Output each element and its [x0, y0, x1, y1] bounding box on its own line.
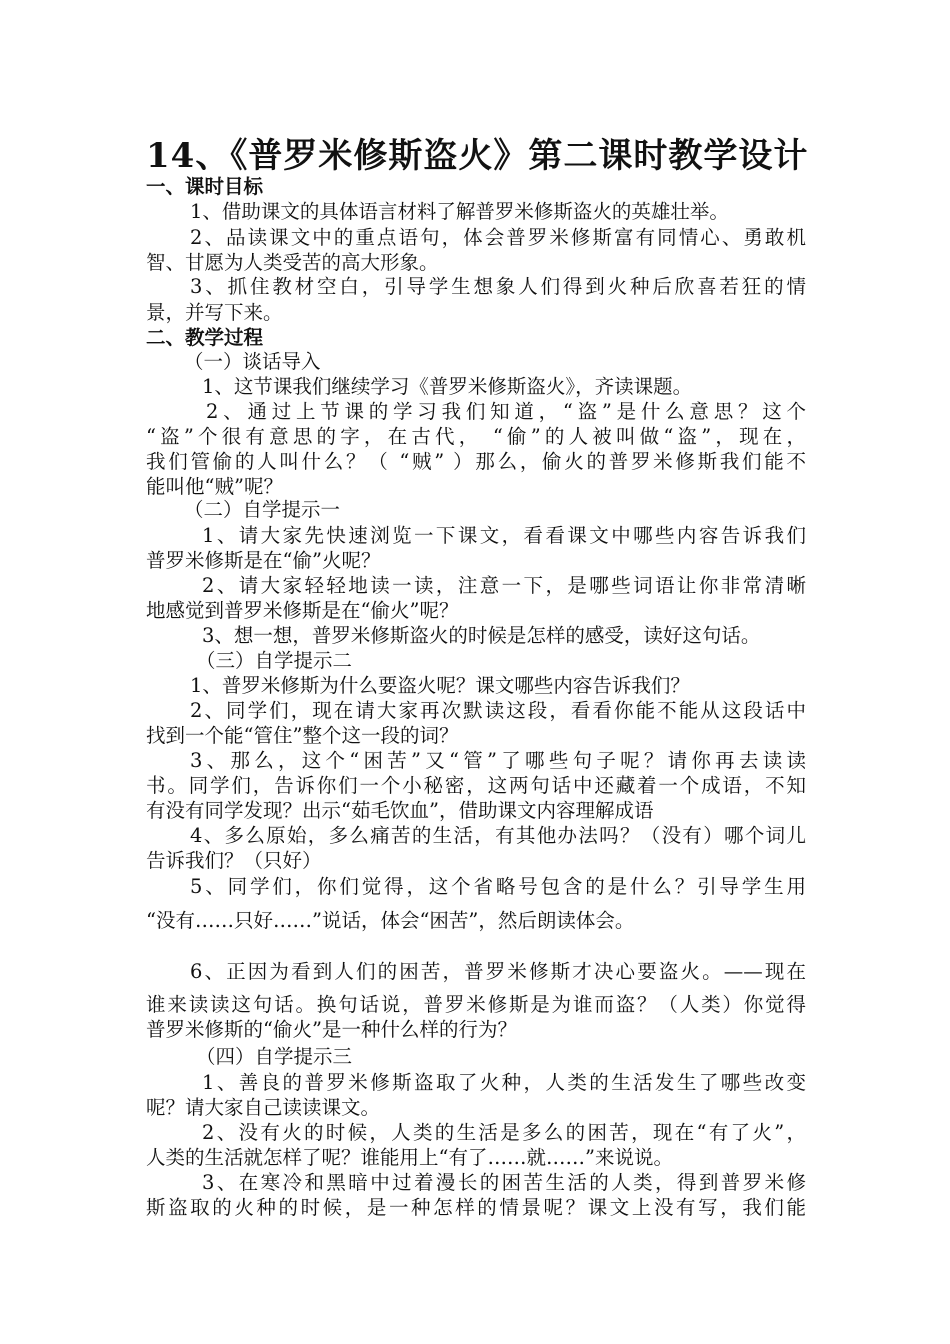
- step-4-1-line-2: 呢？请大家自己读读课文。: [146, 1096, 381, 1119]
- step-3-4-line-1: 4、多么原始，多么痛苦的生活，有其他办法吗？（没有）哪个词儿: [190, 824, 806, 847]
- step-3-4-line-2: 告诉我们？（只好）: [146, 849, 322, 872]
- goal-1: 1、借助课文的具体语言材料了解普罗米修斯盗火的英雄壮举。: [190, 200, 729, 223]
- step-3-3-line-3: 有没有同学发现？出示“茹毛饮血”，借助课文内容理解成语: [146, 799, 654, 822]
- step-2-2-line-1: 2、请大家轻轻地读一读，注意一下，是哪些词语让你非常清晰: [202, 574, 806, 597]
- step-3-3-line-2: 书。同学们，告诉你们一个小秘密，这两句话中还藏着一个成语，不知: [146, 774, 806, 797]
- section-heading-process: 二、教学过程: [146, 326, 264, 349]
- step-3-6-line-3: 普罗米修斯的“偷火”是一种什么样的行为？: [146, 1018, 517, 1041]
- step-4-2-line-2: 人类的生活就怎样了呢？谁能用上“有了……就……”来说说。: [146, 1146, 673, 1169]
- step-2-3: 3、想一想，普罗米修斯盗火的时候是怎样的感受，读好这句话。: [202, 624, 761, 647]
- step-3-3-line-1: 3、那么，这个“困苦”又“管”了哪些句子呢？请你再去读读: [190, 749, 806, 772]
- step-3-6-line-1: 6、正因为看到人们的困苦，普罗米修斯才决心要盗火。——现在: [190, 960, 806, 983]
- step-3-2-line-1: 2、同学们，现在请大家再次默读这段，看看你能不能从这段话中: [190, 699, 806, 722]
- step-2-1-line-2: 普罗米修斯是在“偷”火呢？: [146, 549, 381, 572]
- step-2-1-line-1: 1、请大家先快速浏览一下课文，看看课文中哪些内容告诉我们: [202, 524, 806, 547]
- step-1-2-line-2: “盗”个很有意思的字，在古代， “偷”的人被叫做“盗”，现在，: [146, 425, 806, 448]
- goal-3-line-1: 3、抓住教材空白，引导学生想象人们得到火种后欣喜若狂的情: [190, 275, 806, 298]
- subheading-1: （一）谈话导入: [184, 350, 321, 373]
- subheading-3: （三）自学提示二: [196, 649, 353, 672]
- step-1-2-line-3: 我们管偷的人叫什么？（ “贼” ）那么，偷火的普罗米修斯我们能不: [146, 450, 806, 473]
- step-4-3-line-2: 斯盗取的火种的时候，是一种怎样的情景呢？课文上没有写，我们能: [146, 1196, 806, 1219]
- section-heading-goals: 一、课时目标: [146, 175, 264, 198]
- step-3-2-line-2: 找到一个能“管住”整个这一段的词？: [146, 724, 459, 747]
- step-4-2-line-1: 2、没有火的时候，人类的生活是多么的困苦，现在“有了火”，: [202, 1121, 806, 1144]
- step-2-2-line-2: 地感觉到普罗米修斯是在“偷火”呢？: [146, 599, 459, 622]
- step-1-1: 1、这节课我们继续学习《普罗米修斯盗火》，齐读课题。: [202, 375, 693, 398]
- goal-3-line-2: 景，并写下来。: [146, 301, 283, 324]
- step-1-2-line-4: 能叫他“贼”呢？: [146, 475, 283, 498]
- goal-2-line-2: 智、甘愿为人类受苦的高大形象。: [146, 251, 439, 274]
- step-3-5-line-2: “没有……只好……”说话，体会“困苦”，然后朗读体会。: [146, 909, 635, 932]
- subheading-4: （四）自学提示三: [196, 1045, 353, 1068]
- step-1-2-line-1: 2、通过上节课的学习我们知道，“盗”是什么意思？这个: [206, 400, 806, 423]
- subheading-2: （二）自学提示一: [184, 498, 341, 521]
- step-3-1: 1、普罗米修斯为什么要盗火呢？课文哪些内容告诉我们？: [190, 674, 690, 697]
- step-3-6-line-2: 谁来读读这句话。换句话说，普罗米修斯是为谁而盗？（人类）你觉得: [146, 993, 806, 1016]
- goal-2-line-1: 2、品读课文中的重点语句，体会普罗米修斯富有同情心、勇敢机: [190, 226, 806, 249]
- step-3-5-line-1: 5、同学们，你们觉得，这个省略号包含的是什么？引导学生用: [190, 875, 806, 898]
- step-4-3-line-1: 3、在寒冷和黑暗中过着漫长的困苦生活的人类，得到普罗米修: [202, 1171, 806, 1194]
- document-title: 14、《普罗米修斯盗火》第二课时教学设计: [146, 136, 809, 176]
- step-4-1-line-1: 1、善良的普罗米修斯盗取了火种，人类的生活发生了哪些改变: [202, 1071, 806, 1094]
